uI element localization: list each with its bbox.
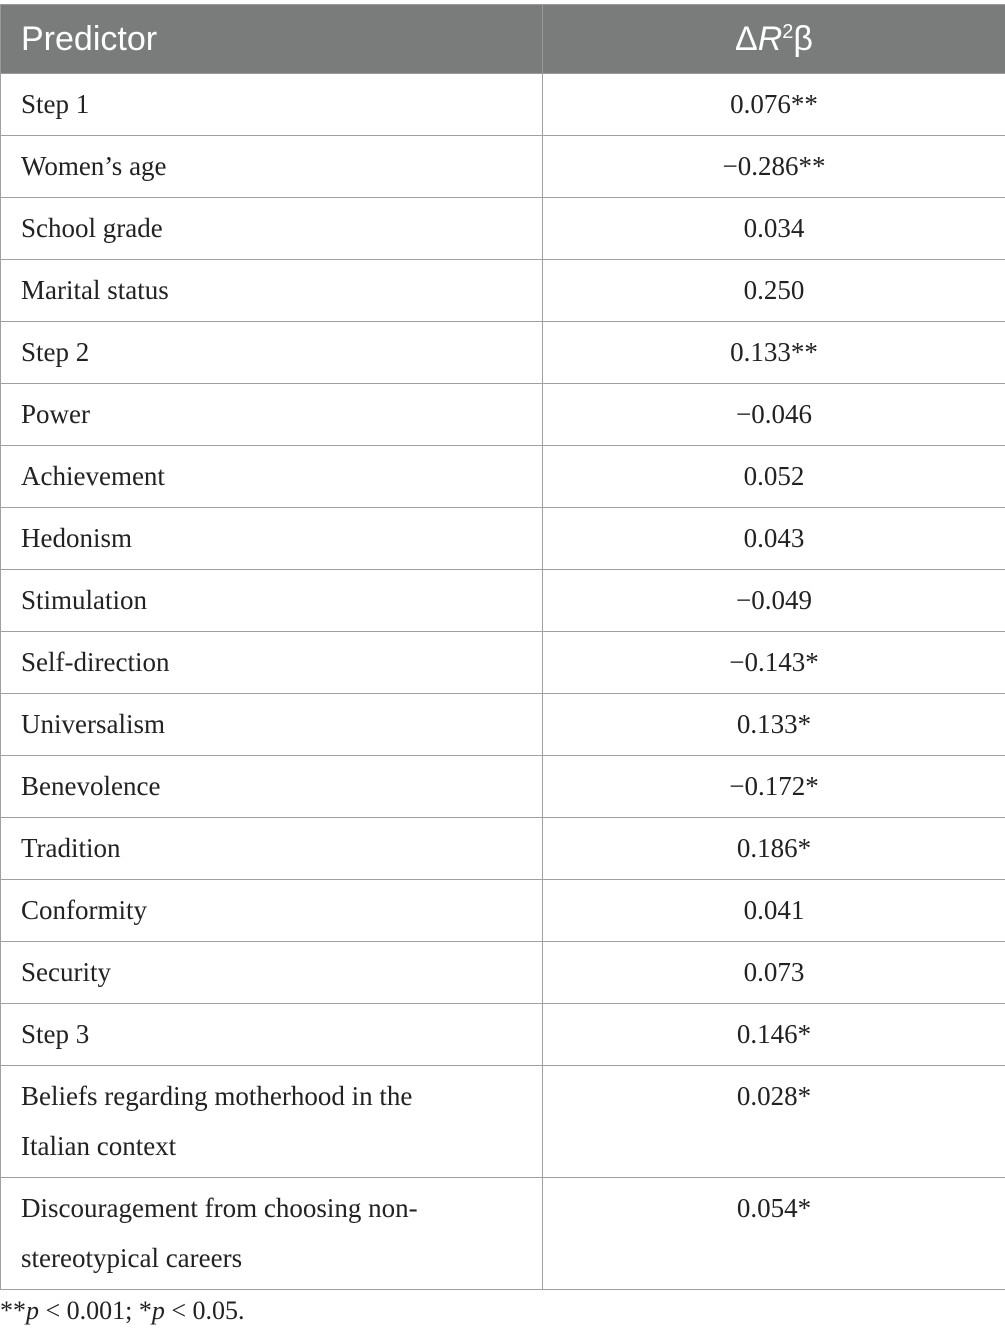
table-row [1, 756, 1005, 818]
predictor-cell: Achievement [1, 446, 543, 508]
table-row [1, 260, 1005, 322]
value-cell: 0.186* [543, 818, 1005, 880]
table-row [1, 1066, 1005, 1178]
value-cell: 0.133* [543, 694, 1005, 756]
value-cell: 0.028* [543, 1066, 1005, 1178]
table-row [1, 880, 1005, 942]
table-header-row [1, 5, 1005, 74]
header-r: R [757, 19, 783, 58]
predictor-cell: Power [1, 384, 543, 446]
table-row [1, 198, 1005, 260]
predictor-cell: Stimulation [1, 570, 543, 632]
footnote-condition-two: < 0.05. [164, 1296, 245, 1325]
predictor-cell: Step 3 [1, 1004, 543, 1066]
table-row [1, 818, 1005, 880]
predictor-cell: Beliefs regarding motherhood in the Italian context [1, 1066, 543, 1178]
footnote-p-two: p [151, 1296, 165, 1325]
table-footnote [0, 1296, 245, 1326]
table-row [1, 136, 1005, 198]
value-cell: −0.049 [543, 570, 1005, 632]
header-predictor: Predictor [1, 5, 543, 74]
table-row [1, 322, 1005, 384]
table-row [1, 1004, 1005, 1066]
value-cell: −0.046 [543, 384, 1005, 446]
value-cell: 0.054* [543, 1178, 1005, 1290]
value-cell: 0.250 [543, 260, 1005, 322]
header-superscript: 2 [782, 20, 794, 43]
value-cell: 0.076** [543, 74, 1005, 136]
predictor-cell: Conformity [1, 880, 543, 942]
header-delta-symbol: Δ [735, 19, 758, 58]
footnote-stars-one: * [138, 1296, 152, 1325]
predictor-cell: Hedonism [1, 508, 543, 570]
predictor-cell: School grade [1, 198, 543, 260]
table-row [1, 632, 1005, 694]
value-cell: −0.286** [543, 136, 1005, 198]
value-cell: 0.073 [543, 942, 1005, 1004]
footnote-p-one: p [26, 1296, 39, 1325]
table-row [1, 508, 1005, 570]
value-cell: −0.172* [543, 756, 1005, 818]
predictor-cell: Benevolence [1, 756, 543, 818]
regression-table-container [0, 4, 1005, 1290]
table-row [1, 1178, 1005, 1290]
table-row [1, 74, 1005, 136]
table-row [1, 570, 1005, 632]
table-row [1, 694, 1005, 756]
footnote-stars-two: ** [0, 1296, 26, 1325]
value-cell: 0.034 [543, 198, 1005, 260]
table-row [1, 384, 1005, 446]
regression-table [0, 4, 1005, 1290]
table-row [1, 446, 1005, 508]
predictor-cell: Step 1 [1, 74, 543, 136]
predictor-cell: Discouragement from choosing non-stereotypical careers [1, 1178, 543, 1290]
predictor-cell: Marital status [1, 260, 543, 322]
value-cell: 0.043 [543, 508, 1005, 570]
predictor-cell: Step 2 [1, 322, 543, 384]
value-cell: 0.133** [543, 322, 1005, 384]
footnote-condition-one: < 0.001; [39, 1296, 139, 1325]
table-row [1, 942, 1005, 1004]
header-beta: β [793, 19, 813, 58]
value-cell: 0.041 [543, 880, 1005, 942]
predictor-cell: Self-direction [1, 632, 543, 694]
predictor-cell: Security [1, 942, 543, 1004]
predictor-cell: Tradition [1, 818, 543, 880]
predictor-cell: Universalism [1, 694, 543, 756]
value-cell: 0.146* [543, 1004, 1005, 1066]
header-delta-r2-beta [543, 5, 1005, 74]
value-cell: 0.052 [543, 446, 1005, 508]
predictor-cell: Women’s age [1, 136, 543, 198]
value-cell: −0.143* [543, 632, 1005, 694]
